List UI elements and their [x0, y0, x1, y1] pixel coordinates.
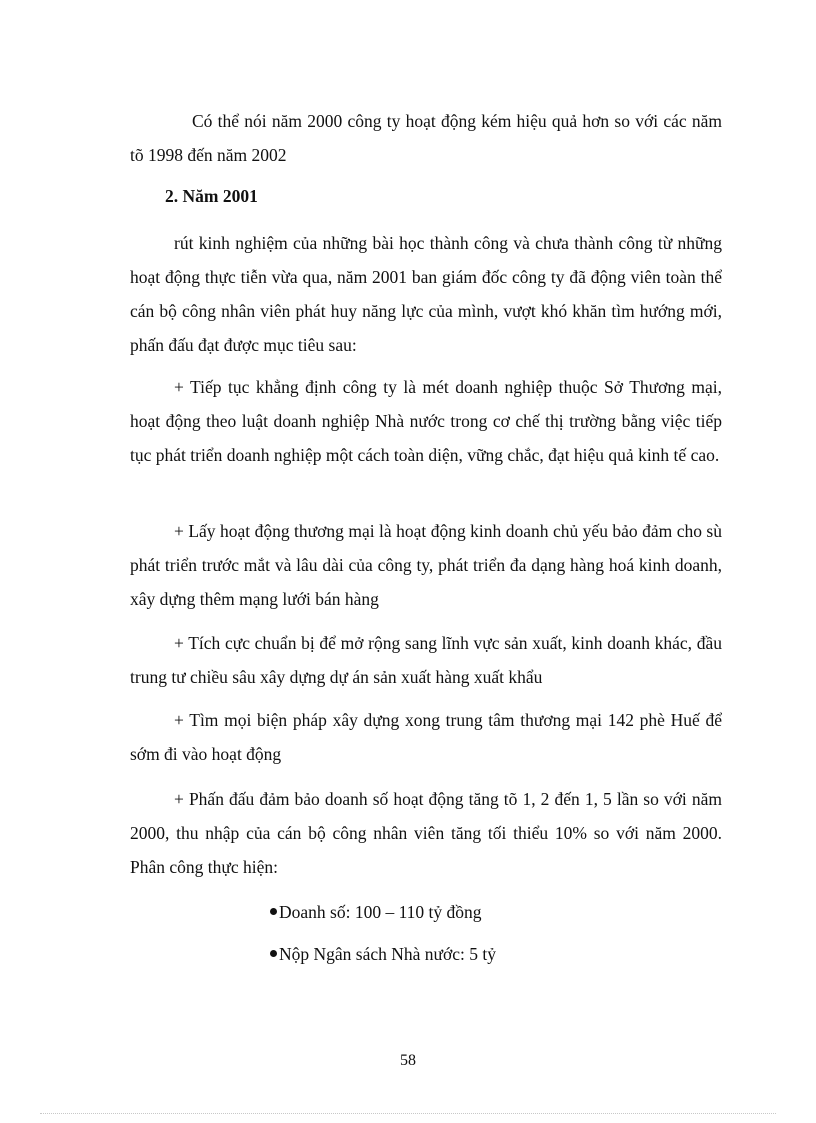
- bullet-item: [270, 944, 496, 965]
- footer-divider: [40, 1113, 776, 1114]
- page-number: 58: [400, 1052, 416, 1069]
- paragraph-2: + Tiếp tục khẳng định công ty là mét doanh nghiệp thuộc Sở Thương mại, hoạt động theo luật doanh nghiệp Nhà nước trong cơ chế thị trường bằng việc tiếp tục phát triển doanh nghiệp một cách toàn diện, vững chắc, đạt hiệu quả kinh tế cao.: [130, 377, 722, 465]
- intro-paragraph: Có thể nói năm 2000 công ty hoạt động kém hiệu quả hơn so với các năm tõ 1998 đến năm 2002: [130, 111, 722, 165]
- bullet-dot-icon: [270, 950, 277, 957]
- paragraph-4: + Tích cực chuẩn bị để mở rộng sang lĩnh vực sản xuất, kinh doanh khác, đầu trung tư chiều sâu xây dựng dự án sản xuất hàng xuất khẩu: [130, 633, 722, 687]
- bullet-text: Nộp Ngân sách Nhà nước: 5 tỷ: [279, 944, 497, 964]
- paragraph-5: + Tìm mọi biện pháp xây dựng xong trung tâm thương mại 142 phè Huế để sớm đi vào hoạt động: [130, 710, 722, 764]
- section-heading: 2. Năm 2001: [165, 186, 258, 206]
- bullet-dot-icon: [270, 908, 277, 915]
- paragraph-1: rút kinh nghiệm của những bài học thành công và chưa thành công từ những hoạt động thực tiễn vừa qua, năm 2001 ban giám đốc công ty đã động viên toàn thể cán bộ công nhân viên phát huy năng lực của mình, vượt khó khăn tìm hướng mới, phấn đấu đạt được mục tiêu sau:: [130, 233, 722, 355]
- paragraph-6: + Phấn đấu đảm bảo doanh số hoạt động tăng tõ 1, 2 đến 1, 5 lần so với năm 2000, thu nhập của cán bộ công nhân viên tăng tối thiểu 10% so với năm 2000. Phân công thực hiện:: [130, 789, 722, 877]
- bullet-text: Doanh số: 100 – 110 tỷ đồng: [279, 902, 482, 922]
- bullet-item: [270, 902, 482, 923]
- paragraph-3: + Lấy hoạt động thương mại là hoạt động kinh doanh chủ yếu bảo đảm cho sù phát triển trước mắt và lâu dài của công ty, phát triển đa dạng hàng hoá kinh doanh, xây dựng thêm mạng lưới bán hàng: [130, 521, 722, 609]
